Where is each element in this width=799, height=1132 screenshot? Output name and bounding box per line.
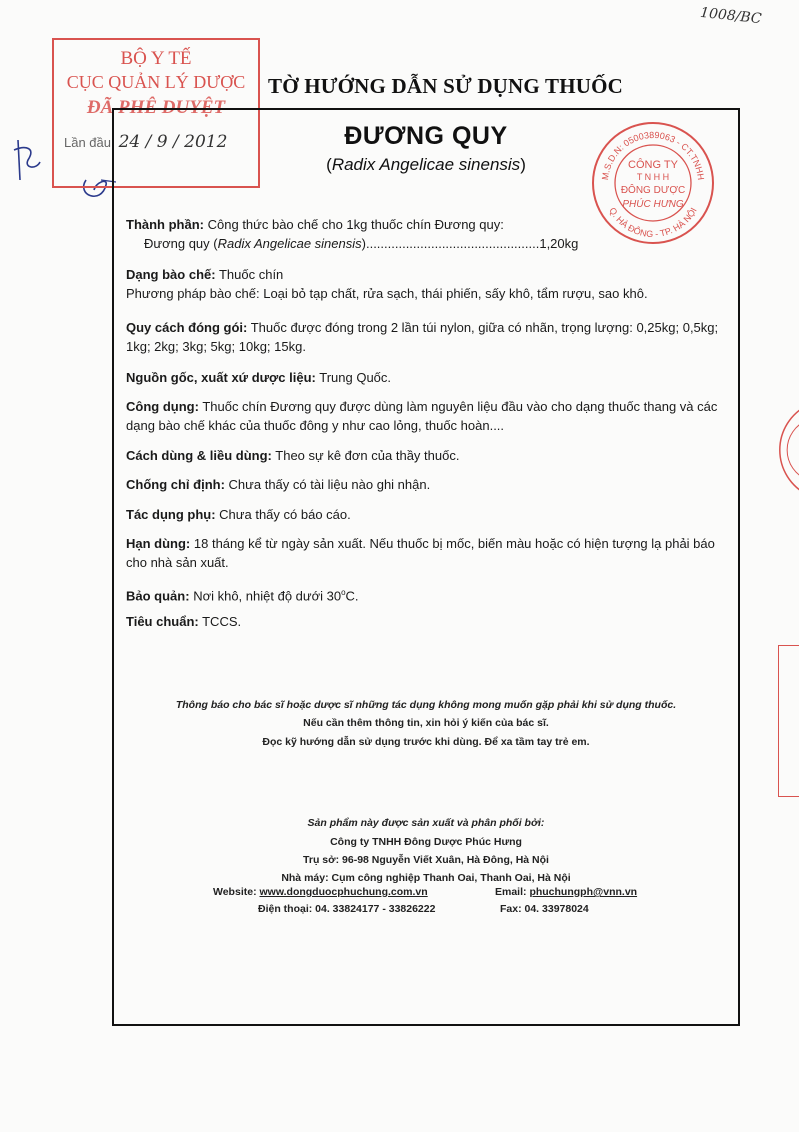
side-effects-label: Tác dụng phụ: — [126, 507, 216, 522]
stamp-department: CỤC QUẢN LÝ DƯỢC — [66, 72, 246, 92]
dosage-form-section: Dạng bào chế: Thuốc chín Phương pháp bào chế: Loại bỏ tạp chất, rửa sạch, thái phiến, sấy khô, tẩm rượu, sao khô. — [126, 267, 648, 301]
email-link[interactable]: phuchungph@vnn.vn — [529, 886, 638, 898]
contraindications-label: Chống chỉ định: — [126, 477, 225, 492]
standard-label: Tiêu chuẩn: — [126, 614, 199, 629]
storage-label: Bảo quản: — [126, 588, 190, 604]
stamp-date-label: Lần đầu: — [64, 135, 115, 150]
product-latin-name: (Radix Angelicae sinensis) — [326, 155, 526, 174]
website-line: Website: www.dongduocphuchung.com.vn — [213, 886, 428, 898]
email-line: Email: phuchungph@vnn.vn — [495, 886, 638, 898]
manufacturer-company: Công ty TNHH Đông Dược Phúc Hưng — [330, 836, 522, 848]
website-link[interactable]: www.dongduocphuchung.com.vn — [259, 886, 428, 898]
manufacturer-office: Trụ sở: 96-98 Nguyễn Viết Xuân, Hà Đông, Hà Nội — [303, 854, 549, 866]
storage-section: Bảo quản: Nơi khô, nhiệt độ dưới 30$^o$C. — [126, 588, 359, 604]
stamp-approved: ĐÃ PHÊ DUYỆT — [86, 97, 226, 118]
administration-section: Cách dùng & liều dùng: Theo sự kê đơn của thầy thuốc. — [126, 448, 460, 463]
seal-top-arc: M.S.D.N: 0500389063 - CT.TNHH — [600, 129, 706, 181]
manufacturer-intro: Sản phẩm này được sản xuất và phân phối bởi: — [307, 817, 545, 829]
seal-line1: CÔNG TY — [628, 159, 678, 171]
origin-section: Nguồn gốc, xuất xứ dược liệu: Trung Quốc. — [126, 370, 392, 385]
preparation-method: Phương pháp bào chế: Loại bỏ tạp chất, rửa sạch, thái phiến, sấy khô, tẩm rượu, sao khô. — [126, 286, 648, 301]
composition-label: Thành phần: — [126, 217, 204, 232]
seal-bottom-arc: Q. HÀ ĐÔNG - TP. HÀ NỘI — [607, 205, 699, 240]
document-title: TỜ HƯỚNG DẪN SỬ DỤNG THUỐC — [268, 74, 624, 98]
stamp-ministry: BỘ Y TẾ — [120, 48, 192, 69]
packaging-section: Quy cách đóng gói: Thuốc được đóng trong 2 lần túi nylon, giữa có nhãn, trọng lượng: 0,25kg; 0,5kg; 1kg; 2kg; 3kg; 5kg; 10kg; 15kg. — [126, 320, 719, 354]
seal-line3: ĐÔNG DƯỢC — [620, 185, 686, 196]
contraindications-section: Chống chỉ định: Chưa thấy có tài liệu nào ghi nhận. — [126, 477, 431, 492]
partial-frame-edge — [778, 645, 799, 797]
notice-more-info: Nếu cần thêm thông tin, xin hỏi ý kiến của bác sĩ. — [303, 717, 549, 729]
administration-label: Cách dùng & liều dùng: — [126, 448, 272, 463]
notice-side-effects: Thông báo cho bác sĩ hoặc dược sĩ những tác dụng không mong muốn gặp phải khi sử dụng thuốc. — [175, 699, 677, 711]
product-name: ĐƯƠNG QUY — [344, 122, 508, 150]
uses-label: Công dụng: — [126, 399, 199, 414]
expiry-section: Hạn dùng: 18 tháng kể từ ngày sản xuất. Nếu thuốc bị mốc, biến màu hoặc có hiện tượng lạ phải báo cho nhà sản xuất. — [126, 536, 715, 570]
seal-line2: T N H H — [636, 172, 670, 182]
expiry-label: Hạn dùng: — [126, 536, 191, 551]
phone-line: Điện thoại: 04. 33824177 - 33826222 — [258, 903, 436, 915]
packaging-label: Quy cách đóng gói: — [126, 320, 248, 335]
ingredient-line: Đương quy (Radix Angelicae sinensis)................................................1,20kg — [144, 236, 579, 251]
seal-line4: PHÚC HƯNG — [622, 199, 684, 210]
manufacturer-factory: Nhà máy: Cụm công nghiệp Thanh Oai, Thanh Oai, Hà Nội — [281, 872, 571, 884]
composition-section: Thành phần: Công thức bào chế cho 1kg thuốc chín Đương quy: Đương quy (Radix Angelicae sinensis)................................................1,20kg — [126, 217, 579, 251]
handwritten-note: 1008/BC — [699, 4, 763, 28]
dosage-form-label: Dạng bào chế: — [126, 267, 216, 282]
standard-section: Tiêu chuẩn: TCCS. — [126, 614, 242, 629]
fax-line: Fax: 04. 33978024 — [500, 903, 589, 915]
origin-label: Nguồn gốc, xuất xứ dược liệu: — [126, 370, 316, 385]
side-effects-section: Tác dụng phụ: Chưa thấy có báo cáo. — [126, 507, 351, 522]
partial-stamp-edge — [768, 400, 799, 500]
stamp-date-value: 24 / 9 / 2012 — [118, 132, 228, 152]
uses-section: Công dụng: Thuốc chín Đương quy được dùng làm nguyên liệu đầu vào cho dạng thuốc thang và các dạng bào chế khác của thuốc đông y như cao lỏng, thuốc hoàn.... — [126, 399, 718, 433]
notice-read-instructions: Đọc kỹ hướng dẫn sử dụng trước khi dùng. Để xa tầm tay trẻ em. — [262, 736, 590, 748]
